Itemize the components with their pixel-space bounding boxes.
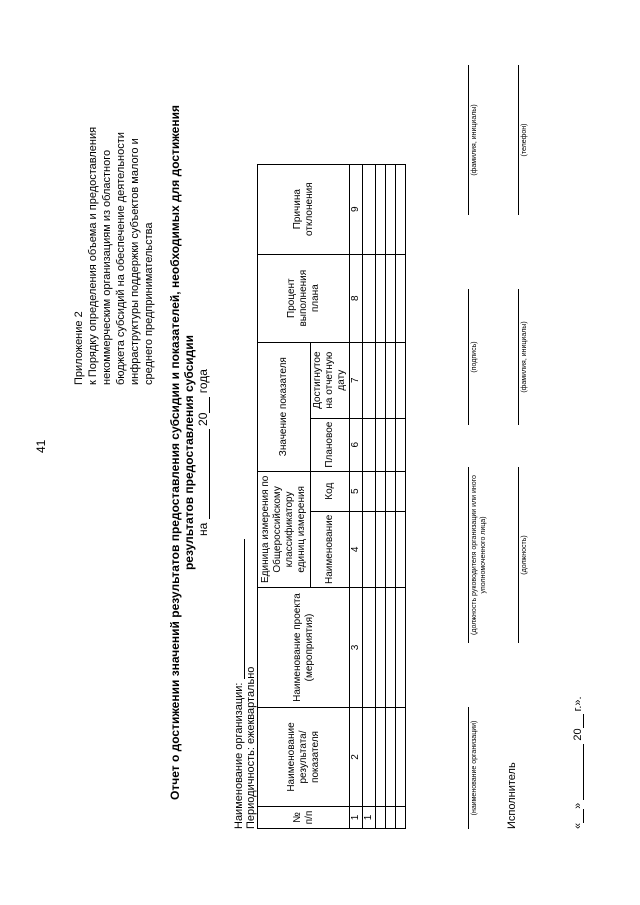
table-row <box>396 164 406 828</box>
table-cell[interactable] <box>396 342 406 418</box>
column-number: 9 <box>350 164 363 254</box>
signature-line <box>468 289 469 425</box>
column-number: 1 <box>350 807 363 829</box>
table-cell[interactable] <box>386 164 396 254</box>
table-cell[interactable] <box>386 588 396 708</box>
report-date-blank <box>209 429 210 519</box>
table-cell[interactable] <box>376 588 386 708</box>
report-title <box>168 0 210 905</box>
table-cell[interactable]: 1 <box>363 807 376 829</box>
appendix-line: бюджета субсидий на обеспечение деятельности <box>115 132 127 385</box>
executor-name-line <box>518 289 519 425</box>
table-cell[interactable] <box>363 254 376 342</box>
report-table <box>257 164 406 829</box>
table-cell[interactable] <box>376 511 386 587</box>
org-name-caption: (наименование организации) <box>471 720 478 816</box>
column-number: 2 <box>350 708 363 807</box>
header-result-name: Наименование результата/ показателя <box>258 708 350 807</box>
table-cell[interactable] <box>396 511 406 587</box>
org-name-signature-line <box>468 707 469 829</box>
table-header-row <box>258 164 311 828</box>
appendix-line: среднего предпринимательства <box>143 222 155 385</box>
head-position-caption: (должность руководителя организации или иного уполномоченного лица) <box>471 475 487 635</box>
table-cell[interactable] <box>376 164 386 254</box>
table-cell[interactable] <box>363 342 376 418</box>
table-row <box>386 164 396 828</box>
table-cell[interactable] <box>363 471 376 511</box>
table-row <box>376 164 386 828</box>
header-reason: Причина отклонения <box>258 164 350 254</box>
table-cell[interactable] <box>396 708 406 807</box>
table-cell[interactable] <box>386 807 396 829</box>
report-period-line <box>196 0 210 905</box>
executor-phone-caption: (телефон) <box>521 123 528 157</box>
date-month-blank <box>583 744 584 800</box>
report-year-suffix: года <box>196 369 210 394</box>
head-name-signature-line <box>468 65 469 215</box>
table-cell[interactable] <box>363 418 376 471</box>
signature-caption: (подпись) <box>471 341 478 373</box>
table-cell[interactable] <box>396 418 406 471</box>
table-cell[interactable] <box>386 708 396 807</box>
column-number: 6 <box>350 418 363 471</box>
appendix-line: Приложение 2 <box>73 311 85 385</box>
table-cell[interactable] <box>396 471 406 511</box>
column-number: 4 <box>350 511 363 587</box>
org-name-blank <box>244 539 245 679</box>
column-number-row <box>350 164 363 828</box>
report-year-prefix: 20 <box>196 412 210 426</box>
page-number: 41 <box>34 439 48 453</box>
date-close-quote: » <box>572 802 584 809</box>
table-cell[interactable] <box>376 708 386 807</box>
report-year-blank <box>209 397 210 413</box>
appendix-line: инфраструктуры поддержки субъектов малого и <box>129 138 141 385</box>
column-number: 3 <box>350 588 363 708</box>
report-on-label: на <box>196 522 210 536</box>
table-cell[interactable] <box>386 511 396 587</box>
header-achieved: Достигнутое на отчетную дату <box>311 342 350 418</box>
executor-name-caption: (фамилия, инициалы) <box>521 321 528 393</box>
date-day-blank <box>583 809 584 823</box>
date-line <box>572 696 584 829</box>
column-number: 7 <box>350 342 363 418</box>
org-name-line <box>233 539 245 829</box>
appendix-line: некоммерческим организациям из областного <box>101 149 113 385</box>
table-cell[interactable] <box>376 807 386 829</box>
header-planned: Плановое <box>311 418 350 471</box>
header-unit-group: Единица измерения по Общероссийскому классификатору единиц измерения <box>258 471 311 587</box>
table-cell[interactable] <box>386 342 396 418</box>
header-unit-code: Код <box>311 471 350 511</box>
table-cell[interactable] <box>396 164 406 254</box>
column-number: 8 <box>350 254 363 342</box>
executor-label: Исполнитель <box>506 762 518 829</box>
table-row <box>363 164 376 828</box>
column-number: 5 <box>350 471 363 511</box>
table-cell[interactable] <box>376 471 386 511</box>
table-cell[interactable] <box>386 471 396 511</box>
appendix-header <box>72 25 156 385</box>
header-percent: Процент выполнения плана <box>258 254 350 342</box>
table-cell[interactable] <box>396 807 406 829</box>
executor-position-caption: (должность) <box>521 535 528 575</box>
executor-phone-line <box>518 65 519 215</box>
table-cell[interactable] <box>376 254 386 342</box>
date-year-prefix: 20 <box>572 728 584 741</box>
date-open-quote: « <box>572 822 584 829</box>
header-value-group: Значение показателя <box>258 342 311 471</box>
table-cell[interactable] <box>363 511 376 587</box>
table-cell[interactable] <box>376 342 386 418</box>
header-unit-name: Наименование <box>311 511 350 587</box>
executor-position-line <box>518 467 519 643</box>
date-year-blank <box>583 714 584 728</box>
head-position-signature-line <box>468 467 469 643</box>
table-cell[interactable] <box>396 254 406 342</box>
table-cell[interactable] <box>396 588 406 708</box>
report-title-line2: результатов предоставления субсидии <box>182 334 196 571</box>
table-cell[interactable] <box>376 418 386 471</box>
date-year-suffix: г.». <box>572 696 584 712</box>
org-label: Наименование организации: <box>233 682 245 829</box>
table-cell[interactable] <box>386 418 396 471</box>
report-title-line1: Отчет о достижении значений результатов предоставления субсидии и показателей, необходимых для достижения <box>168 105 182 800</box>
table-cell[interactable] <box>386 254 396 342</box>
table-cell[interactable] <box>363 708 376 807</box>
header-num: № п/п <box>258 807 350 829</box>
table-cell[interactable] <box>363 164 376 254</box>
appendix-line: к Порядку определения объема и предоставления <box>87 126 99 385</box>
head-name-caption: (фамилия, инициалы) <box>471 104 478 176</box>
table-cell[interactable] <box>363 588 376 708</box>
header-project-name: Наименование проекта (мероприятия) <box>258 588 350 708</box>
periodicity-line: Периодичность: ежеквартально <box>245 666 257 829</box>
